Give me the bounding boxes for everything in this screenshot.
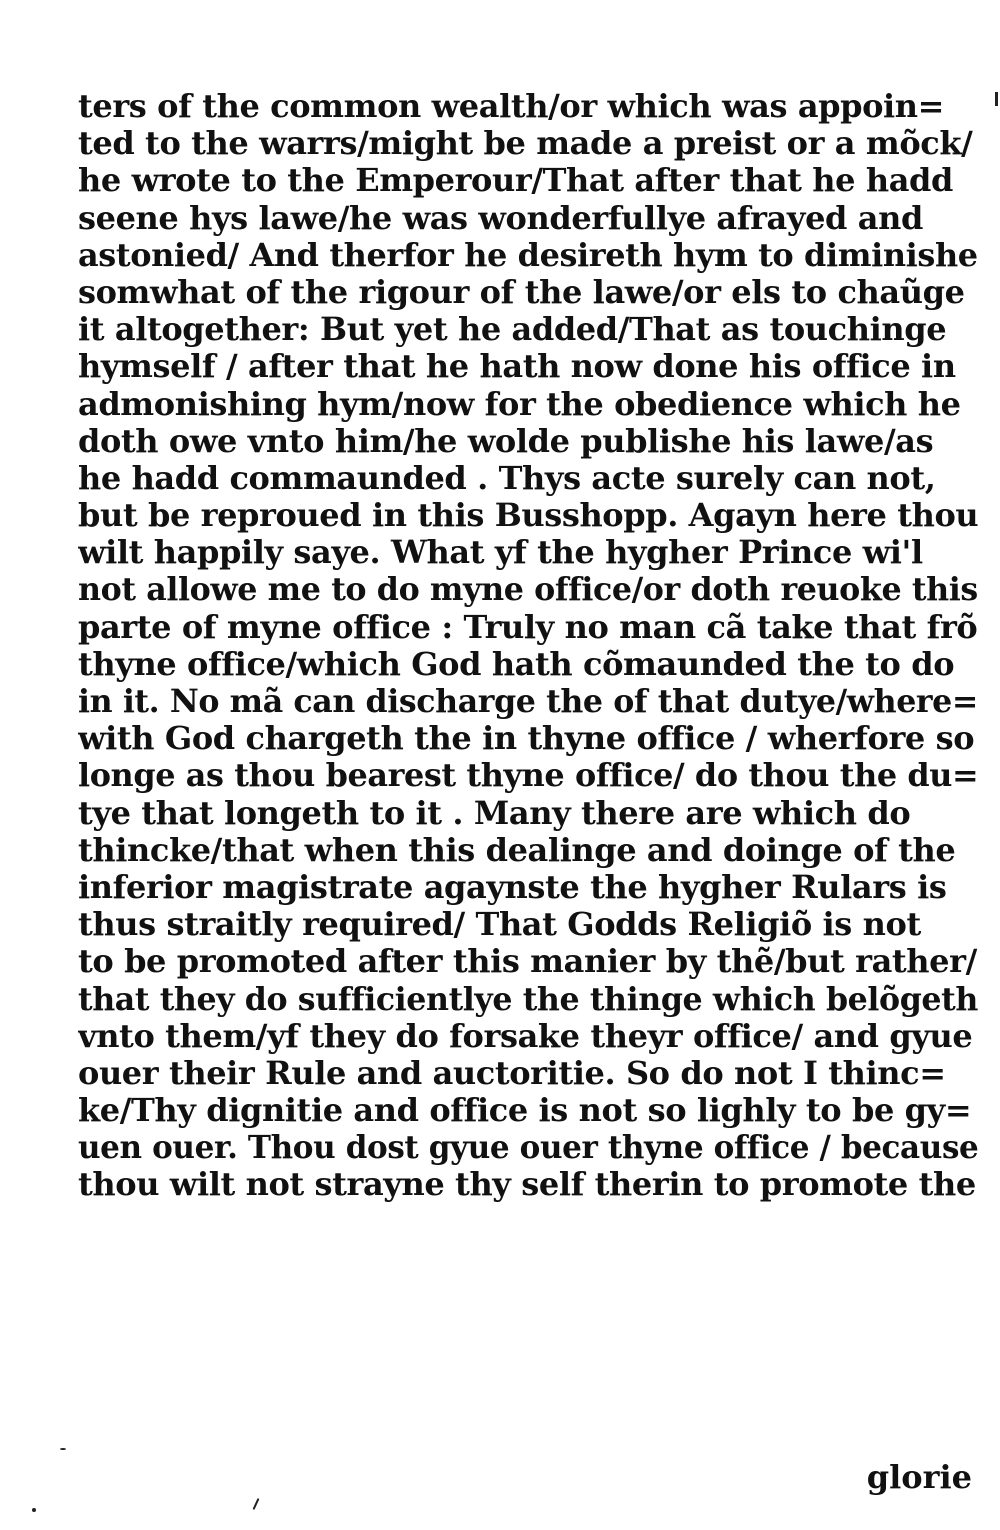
- ink-speck: [32, 1508, 36, 1512]
- text-line: thincke/that when this dealinge and doinge of the: [78, 831, 956, 869]
- text-line: but be reproued in this Busshopp. Agayn here thou: [78, 497, 978, 535]
- text-line: astonied/ And therfor he desireth hym to diminishe: [78, 235, 978, 274]
- text-line: in it. No mã can discharge the of that dutye/where=: [78, 682, 978, 720]
- text-line: it altogether: But yet he added/That as touchinge: [78, 311, 947, 349]
- text-line: wilt happily saye. What yf the hygher Prince wi'l: [78, 534, 923, 572]
- text-line: with God chargeth the in thyne office / wherfore so: [78, 720, 975, 758]
- text-line: ouer their Rule and auctoritie. So do not I thinc=: [78, 1054, 946, 1092]
- text-line: ted to the warrs/might be made a preist or a mõck/: [78, 125, 973, 163]
- text-line: thus straitly required/ That Godds Religiõ is not: [78, 906, 921, 944]
- text-line: thyne office/which God hath cõmaunded the to do: [78, 645, 955, 683]
- text-line: that they do sufficientlye the thinge which belõgeth: [78, 979, 978, 1018]
- text-line: ke/Thy dignitie and office is not so lighly to be gy=: [78, 1092, 972, 1130]
- text-line: ters of the common wealth/or which was appoin=: [78, 88, 945, 125]
- text-line: thou wilt not strayne thy self therin to promote the: [78, 1166, 976, 1204]
- ink-speck: [60, 1448, 66, 1450]
- text-line: he hadd commaunded . Thys acte surely can not,: [78, 459, 936, 497]
- text-line: to be promoted after this manier by thẽ/but rather/: [78, 943, 977, 981]
- text-block: [78, 88, 978, 1204]
- text-line: longe as thou bearest thyne office/ do thou the du=: [78, 756, 979, 795]
- text-line: seene hys lawe/he was wonderfullye afrayed and: [78, 199, 923, 237]
- text-line: uen ouer. Thou dost gyue ouer thyne office / because: [78, 1128, 979, 1167]
- page-edge-mark: [995, 92, 998, 106]
- text-line: he wrote to the Emperour/That after that he hadd: [78, 162, 954, 200]
- text-line: tye that longeth to it . Many there are which do: [78, 794, 911, 832]
- ink-speck: [253, 1498, 260, 1510]
- text-line: not allowe me to do myne office/or doth reuoke this: [78, 570, 978, 609]
- text-line: vnto them/yf they do forsake theyr office/ and gyue: [78, 1017, 973, 1055]
- text-line: somwhat of the rigour of the lawe/or els to chaũge: [78, 273, 965, 311]
- text-line: hymself / after that he hath now done his office in: [78, 348, 956, 386]
- text-line: admonishing hym/now for the obedience which he: [78, 385, 961, 423]
- text-line: doth owe vnto him/he wolde publishe his lawe/as: [78, 422, 934, 460]
- catchword: glorie: [866, 1458, 972, 1496]
- text-line: parte of myne office : Truly no man cã take that frõ: [78, 608, 978, 646]
- text-line: inferior magistrate agaynste the hygher Rulars is: [78, 868, 947, 906]
